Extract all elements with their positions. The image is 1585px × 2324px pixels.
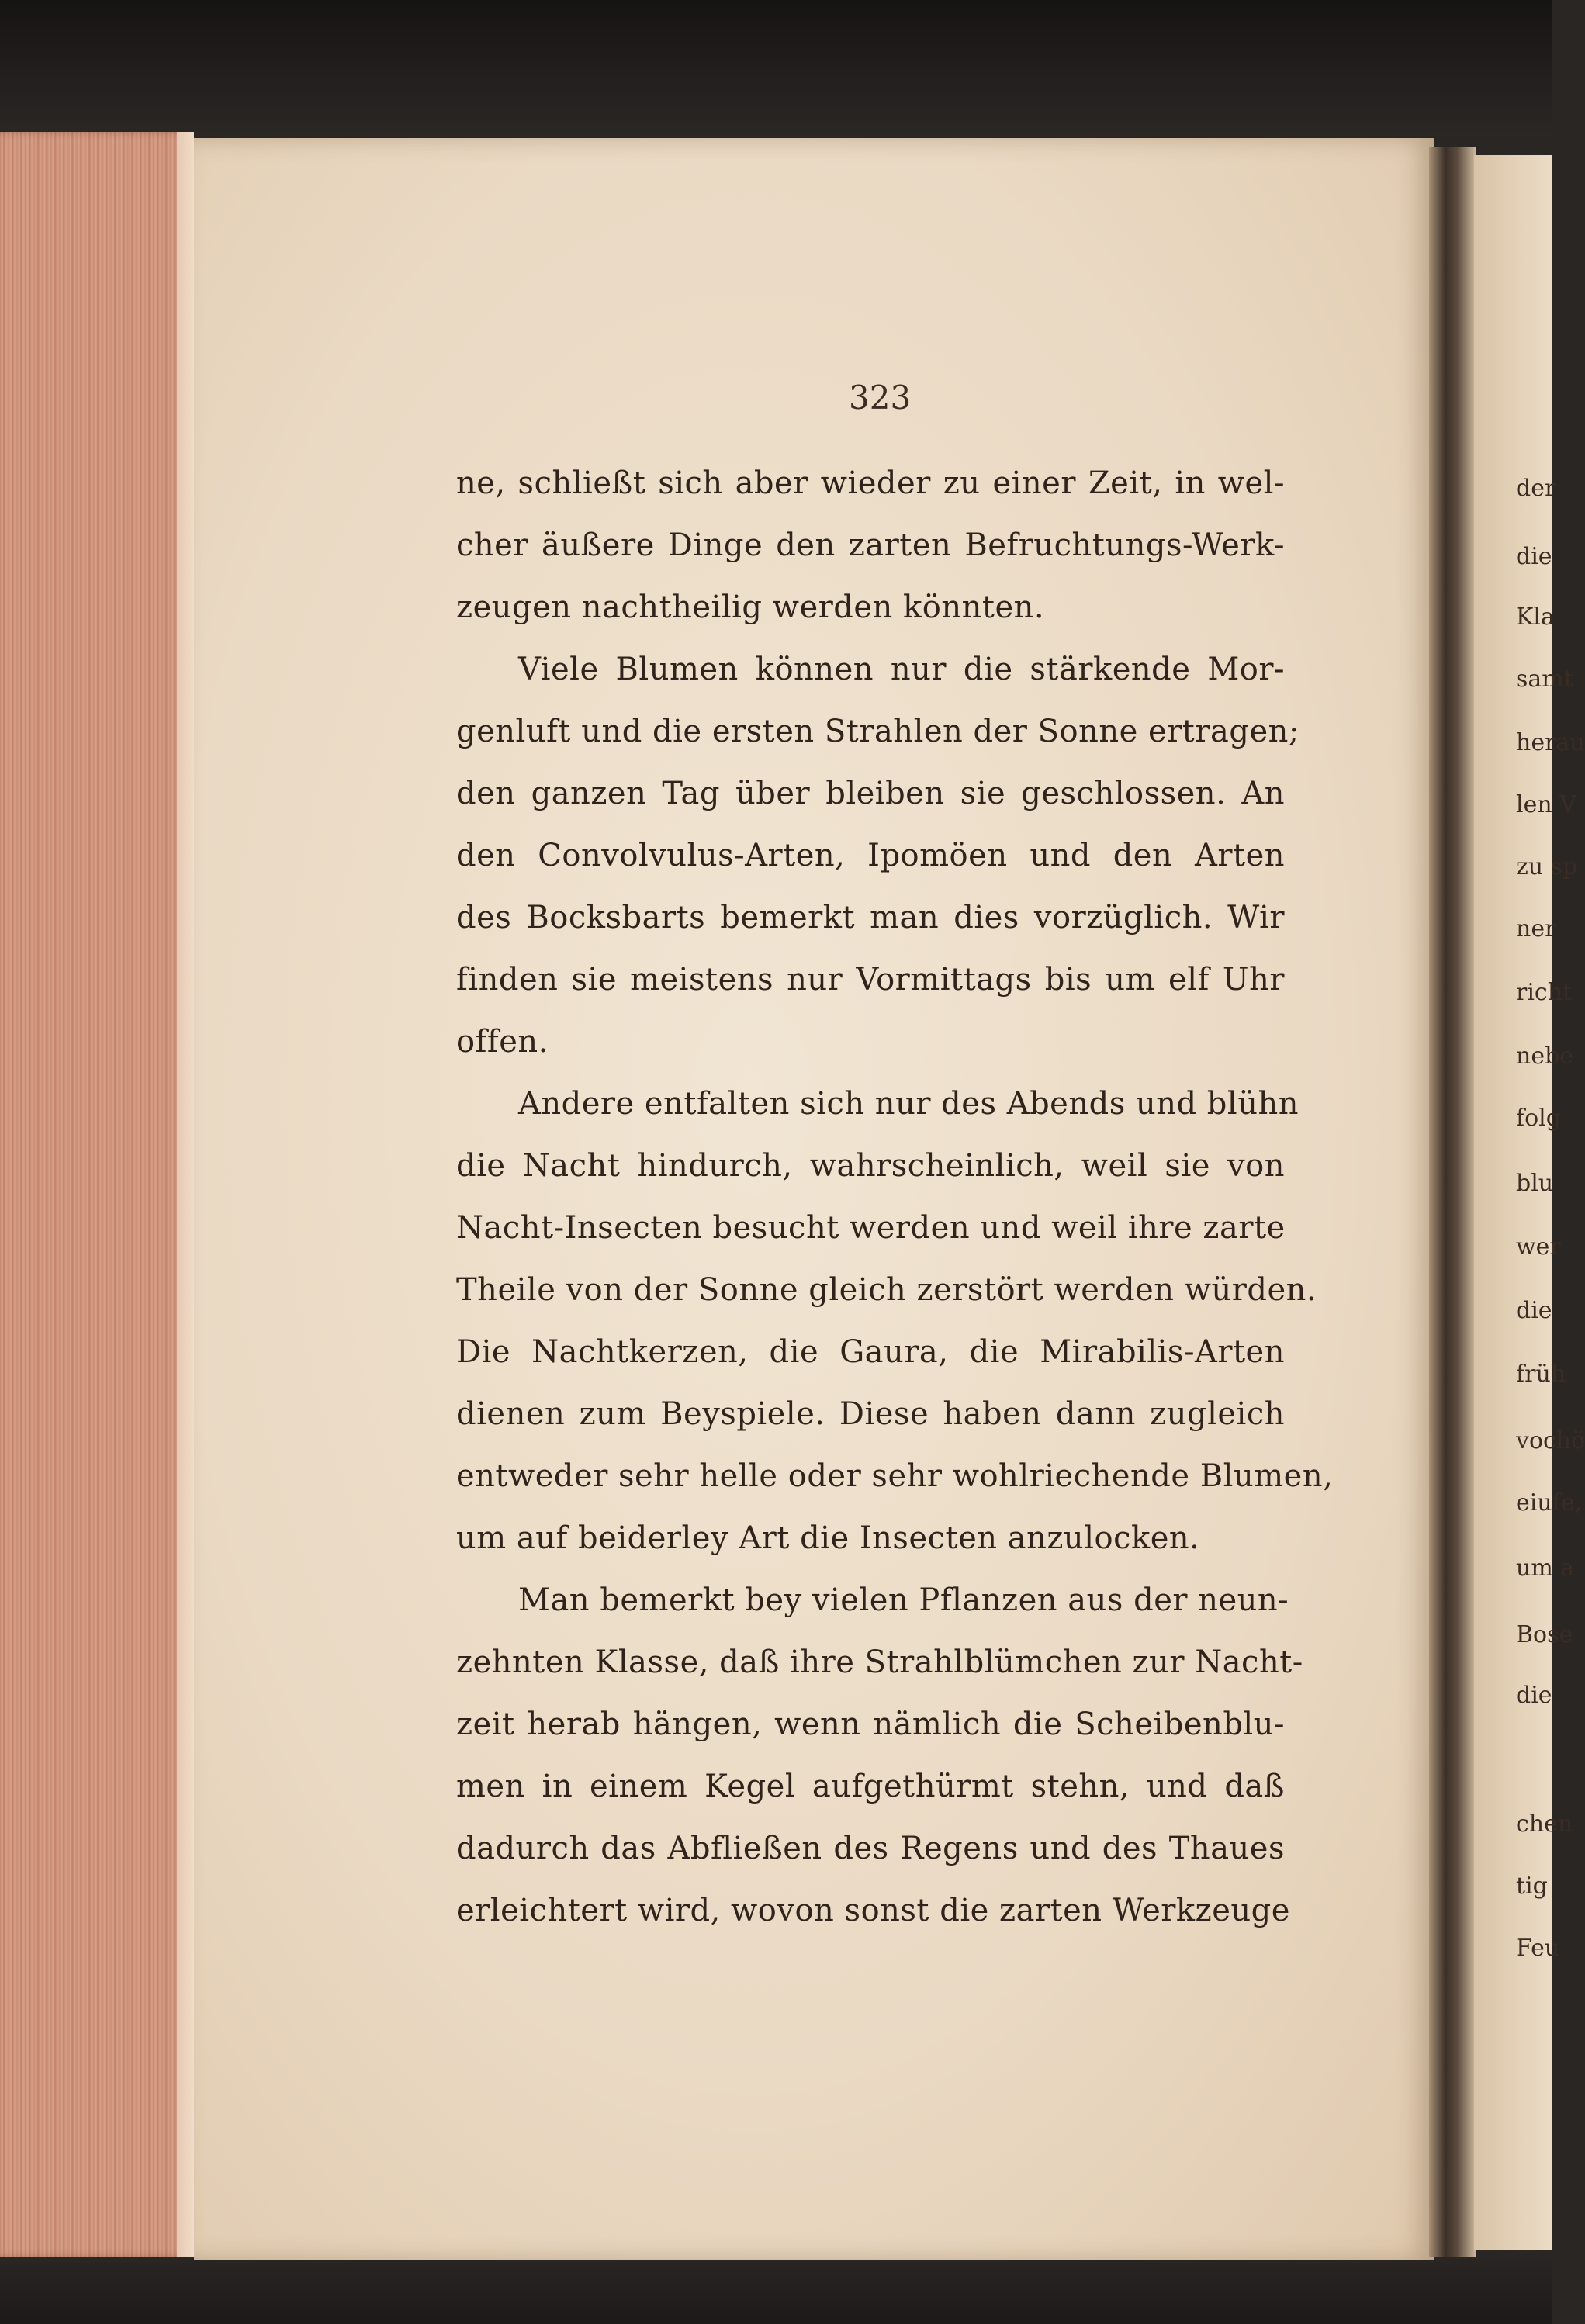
text-line: men in einem Kegel aufgethürmt stehn, und daß (456, 1769, 1285, 1804)
facing-fragment: vochö (1516, 1427, 1585, 1454)
text-line: um auf beiderley Art die Insecten anzulocken. (456, 1520, 1200, 1556)
text-line: dienen zum Beyspiele. Diese haben dann zugleich (456, 1396, 1285, 1432)
text-line: Man bemerkt bey vielen Pflanzen aus der neun- (518, 1582, 1289, 1618)
book-page (194, 138, 1434, 2260)
text-line: zehnten Klasse, daß ihre Strahlblümchen zur Nacht- (456, 1644, 1303, 1680)
text-line: die Nacht hindurch, wahrscheinlich, weil sie von (456, 1148, 1285, 1184)
facing-fragment: herau (1516, 729, 1585, 756)
page-edges (0, 132, 194, 2257)
book-gutter (1429, 147, 1476, 2257)
facing-fragment: richt (1516, 979, 1573, 1006)
text-line: zeit herab hängen, wenn nämlich die Scheibenblu- (456, 1707, 1285, 1742)
text-line: den ganzen Tag über bleiben sie geschlossen. An (456, 776, 1285, 811)
text-line: den Convolvulus-Arten, Ipomöen und den Arten (456, 838, 1285, 873)
backdrop-top (0, 0, 1552, 136)
text-line: genluft und die ersten Strahlen der Sonne ertragen; (456, 714, 1299, 749)
facing-fragment: Feu (1516, 1935, 1560, 1962)
text-line: des Bocksbarts bemerkt man dies vorzüglich. Wir (456, 900, 1285, 935)
facing-fragment: tig (1516, 1873, 1548, 1900)
text-line: Theile von der Sonne gleich zerstört werden würden. (456, 1272, 1317, 1308)
facing-fragment: die (1516, 1682, 1552, 1709)
facing-fragment: die (1516, 543, 1552, 570)
facing-fragment: Kla (1516, 603, 1555, 631)
text-line: cher äußere Dinge den zarten Befruchtungs-Werk- (456, 527, 1285, 563)
facing-fragment: wer (1516, 1233, 1561, 1261)
facing-fragment: der (1516, 475, 1556, 502)
facing-fragment: ner (1516, 915, 1556, 942)
text-line: Nacht-Insecten besucht werden und weil ihre zarte (456, 1210, 1286, 1246)
text-line: dadurch das Abfließen des Regens und des Thaues (456, 1831, 1285, 1866)
facing-fragment: nebe (1516, 1043, 1574, 1070)
facing-fragment: samt (1516, 666, 1573, 693)
facing-fragment: blu (1516, 1170, 1554, 1197)
backdrop-bottom (0, 2250, 1552, 2324)
facing-fragment: chen (1516, 1810, 1573, 1838)
facing-fragment: die (1516, 1297, 1552, 1324)
facing-fragment: Bose (1516, 1621, 1573, 1648)
facing-fragment: um a (1516, 1555, 1575, 1582)
text-line: ne, schließt sich aber wieder zu einer Zeit, in wel- (456, 465, 1285, 501)
text-line: Die Nachtkerzen, die Gaura, die Mirabilis-Arten (456, 1334, 1285, 1370)
page-number: 323 (849, 379, 912, 417)
facing-fragment: len V (1516, 791, 1576, 818)
facing-fragment: eiufe, (1516, 1489, 1583, 1516)
facing-fragment: zu sp (1516, 853, 1578, 880)
facing-fragment: früh (1516, 1361, 1566, 1388)
text-line: erleichtert wird, wovon sonst die zarten Werkzeuge (456, 1893, 1290, 1928)
text-line: zeugen nachtheilig werden könnten. (456, 590, 1045, 625)
text-line: finden sie meistens nur Vormittags bis um elf Uhr (456, 962, 1285, 998)
facing-fragment: folg (1516, 1105, 1561, 1132)
text-line: offen. (456, 1024, 549, 1060)
text-line: entweder sehr helle oder sehr wohlriechende Blumen, (456, 1458, 1334, 1494)
text-line: Viele Blumen können nur die stärkende Mor- (518, 652, 1285, 687)
text-line: Andere entfalten sich nur des Abends und blühn (518, 1086, 1299, 1122)
